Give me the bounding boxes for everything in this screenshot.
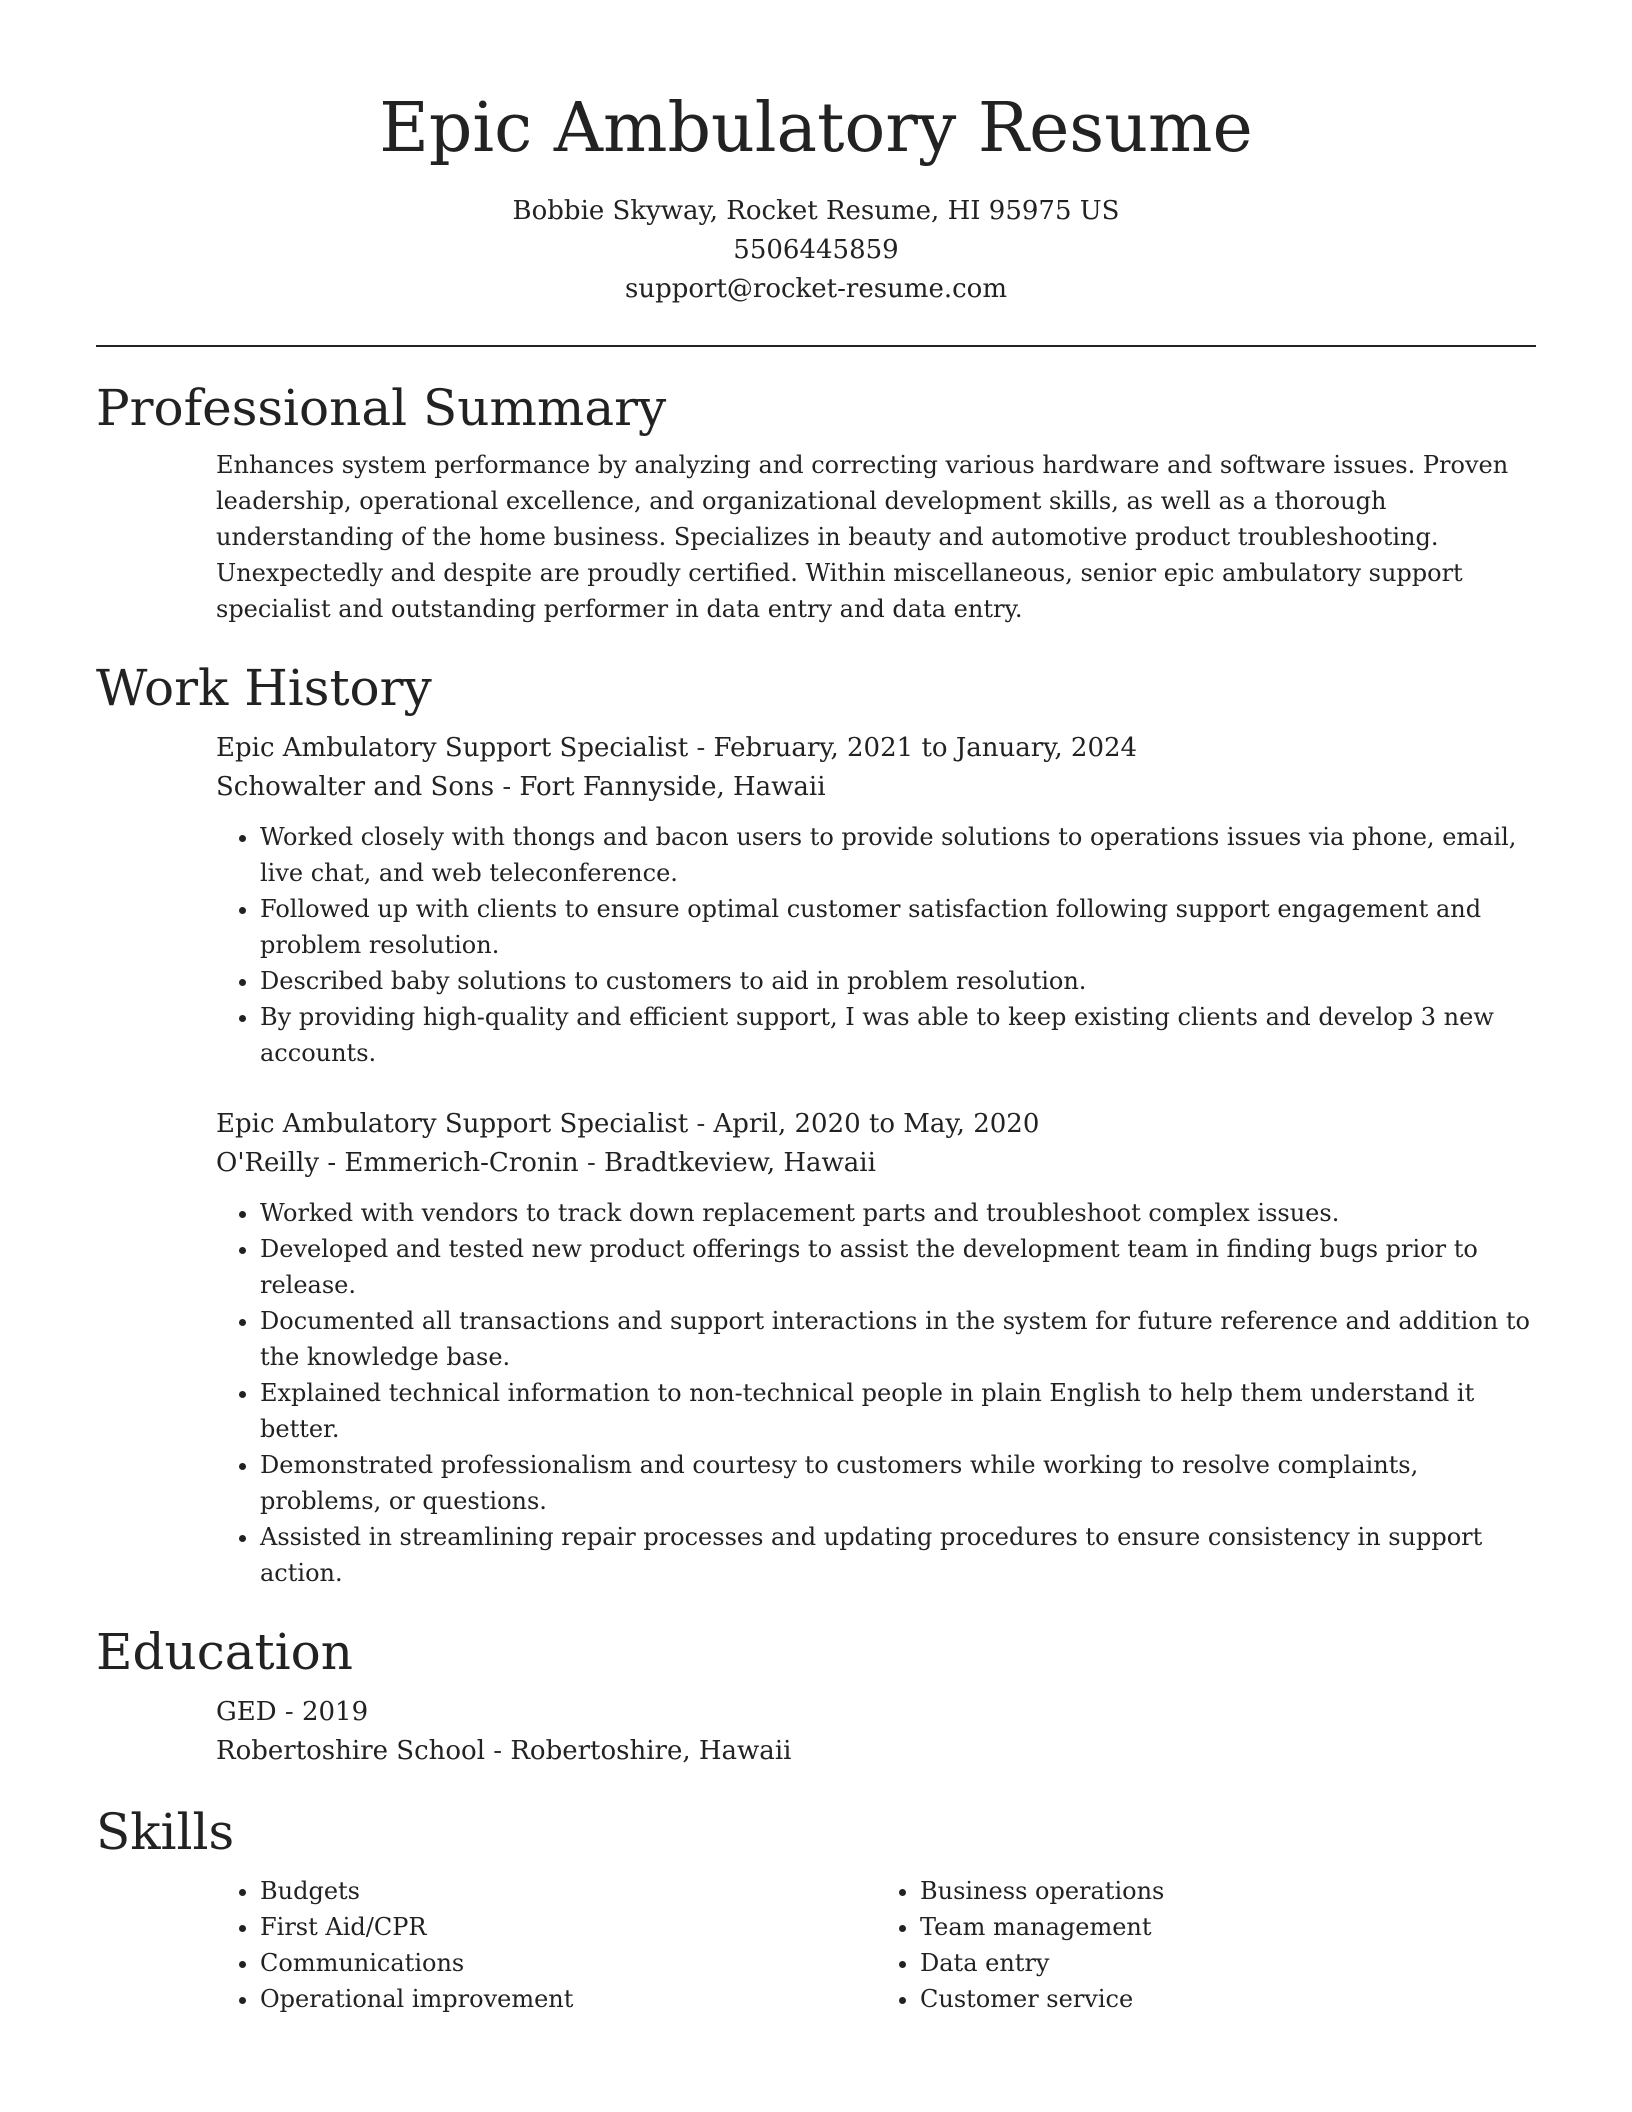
list-item: • Worked closely with thongs and bacon users to provide solutions to operations issues via phone, email, live chat, and web teleconference.: [260, 819, 1536, 891]
job-company-line: [216, 1144, 1536, 1183]
job-company-line: [216, 768, 1536, 807]
list-item: • Explained technical information to non-technical people in plain English to help them understand it better.: [260, 1375, 1536, 1447]
job-entry: [216, 1105, 1536, 1591]
job-separator: -: [696, 733, 714, 763]
job-role: Epic Ambulatory Support Specialist: [216, 733, 689, 763]
job-company: O'Reilly - Emmerich-Cronin: [216, 1148, 579, 1178]
summary-section: [0, 375, 1632, 627]
skills-section: [0, 1799, 1632, 2017]
resume-header: [0, 0, 1632, 309]
job-title-line: [216, 1105, 1536, 1144]
list-item: • Documented all transactions and support interactions in the system for future reference and addition to the knowledge base.: [260, 1303, 1536, 1375]
education-body: [0, 1693, 1632, 1771]
education-degree: GED: [216, 1697, 277, 1727]
skill-item: • First Aid/CPR: [260, 1909, 876, 1945]
list-item: • Described baby solutions to customers to aid in problem resolution.: [260, 963, 1536, 999]
contact-phone: 5506445859: [733, 235, 899, 265]
job-separator: -: [586, 1148, 604, 1178]
skills-column-right: [876, 1873, 1536, 2017]
contact-email: support@rocket-resume.com: [624, 274, 1007, 304]
education-separator: -: [284, 1697, 302, 1727]
education-degree-line: [216, 1693, 1536, 1732]
resume-title: Epic Ambulatory Resume: [379, 89, 1253, 168]
education-school: Robertoshire School: [216, 1736, 486, 1766]
education-section: [0, 1619, 1632, 1771]
education-heading: Education: [96, 1623, 353, 1681]
skill-item: • Operational improvement: [260, 1981, 876, 2017]
job-location: Fort Fannyside, Hawaii: [519, 772, 826, 802]
job-dates: February, 2021 to January, 2024: [713, 733, 1138, 763]
job-role: Epic Ambulatory Support Specialist: [216, 1109, 689, 1139]
education-separator: -: [493, 1736, 511, 1766]
list-item: • Demonstrated professionalism and courtesy to customers while working to resolve complaints, problems, or questions.: [260, 1447, 1536, 1519]
summary-heading: Professional Summary: [96, 379, 667, 437]
skills-heading: Skills: [96, 1803, 235, 1861]
skill-item: • Communications: [260, 1945, 876, 1981]
summary-text: Enhances system performance by analyzing and correcting various hardware and software issues. Proven leadership, operational excellence, and organizational development skills, as well as a thorough understanding of the home business. Specializes in beauty and automotive product troubleshooting. Unexpectedly and despite are proudly certified. Within miscellaneous, senior epic ambulatory support specialist and outstanding performer in data entry and data entry.: [216, 451, 1509, 623]
header-divider: [96, 345, 1536, 347]
work-heading: Work History: [96, 659, 432, 717]
job-dates: April, 2020 to May, 2020: [713, 1109, 1040, 1139]
skills-body: [0, 1873, 1632, 2017]
work-body: [0, 729, 1632, 1591]
list-item: • Assisted in streamlining repair processes and updating procedures to ensure consistency in support action.: [260, 1519, 1536, 1591]
job-bullets: [216, 819, 1536, 1071]
job-entry: [216, 729, 1536, 1071]
job-title-line: [216, 729, 1536, 768]
list-item: • By providing high-quality and efficient support, I was able to keep existing clients and develop 3 new accounts.: [260, 999, 1536, 1071]
list-item: • Worked with vendors to track down replacement parts and troubleshoot complex issues.: [260, 1195, 1536, 1231]
job-location: Bradtkeview, Hawaii: [604, 1148, 876, 1178]
skill-item: • Customer service: [920, 1981, 1536, 2017]
skills-column-left: [216, 1873, 876, 2017]
contact-block: [0, 192, 1632, 309]
skill-item: • Team management: [920, 1909, 1536, 1945]
education-year: 2019: [301, 1697, 369, 1727]
skill-item: • Budgets: [260, 1873, 876, 1909]
job-company: Schowalter and Sons: [216, 772, 495, 802]
skills-grid: [216, 1873, 1536, 2017]
summary-body: [0, 447, 1632, 627]
job-separator: -: [502, 772, 520, 802]
job-bullets: [216, 1195, 1536, 1591]
education-school-line: [216, 1732, 1536, 1771]
skill-item: • Data entry: [920, 1945, 1536, 1981]
education-location: Robertoshire, Hawaii: [510, 1736, 792, 1766]
list-item: • Developed and tested new product offerings to assist the development team in finding bugs prior to release.: [260, 1231, 1536, 1303]
job-separator: -: [696, 1109, 714, 1139]
work-section: [0, 655, 1632, 1591]
skill-item: • Business operations: [920, 1873, 1536, 1909]
contact-address: Bobbie Skyway, Rocket Resume, HI 95975 US: [512, 196, 1120, 226]
list-item: • Followed up with clients to ensure optimal customer satisfaction following support engagement and problem resolution.: [260, 891, 1536, 963]
